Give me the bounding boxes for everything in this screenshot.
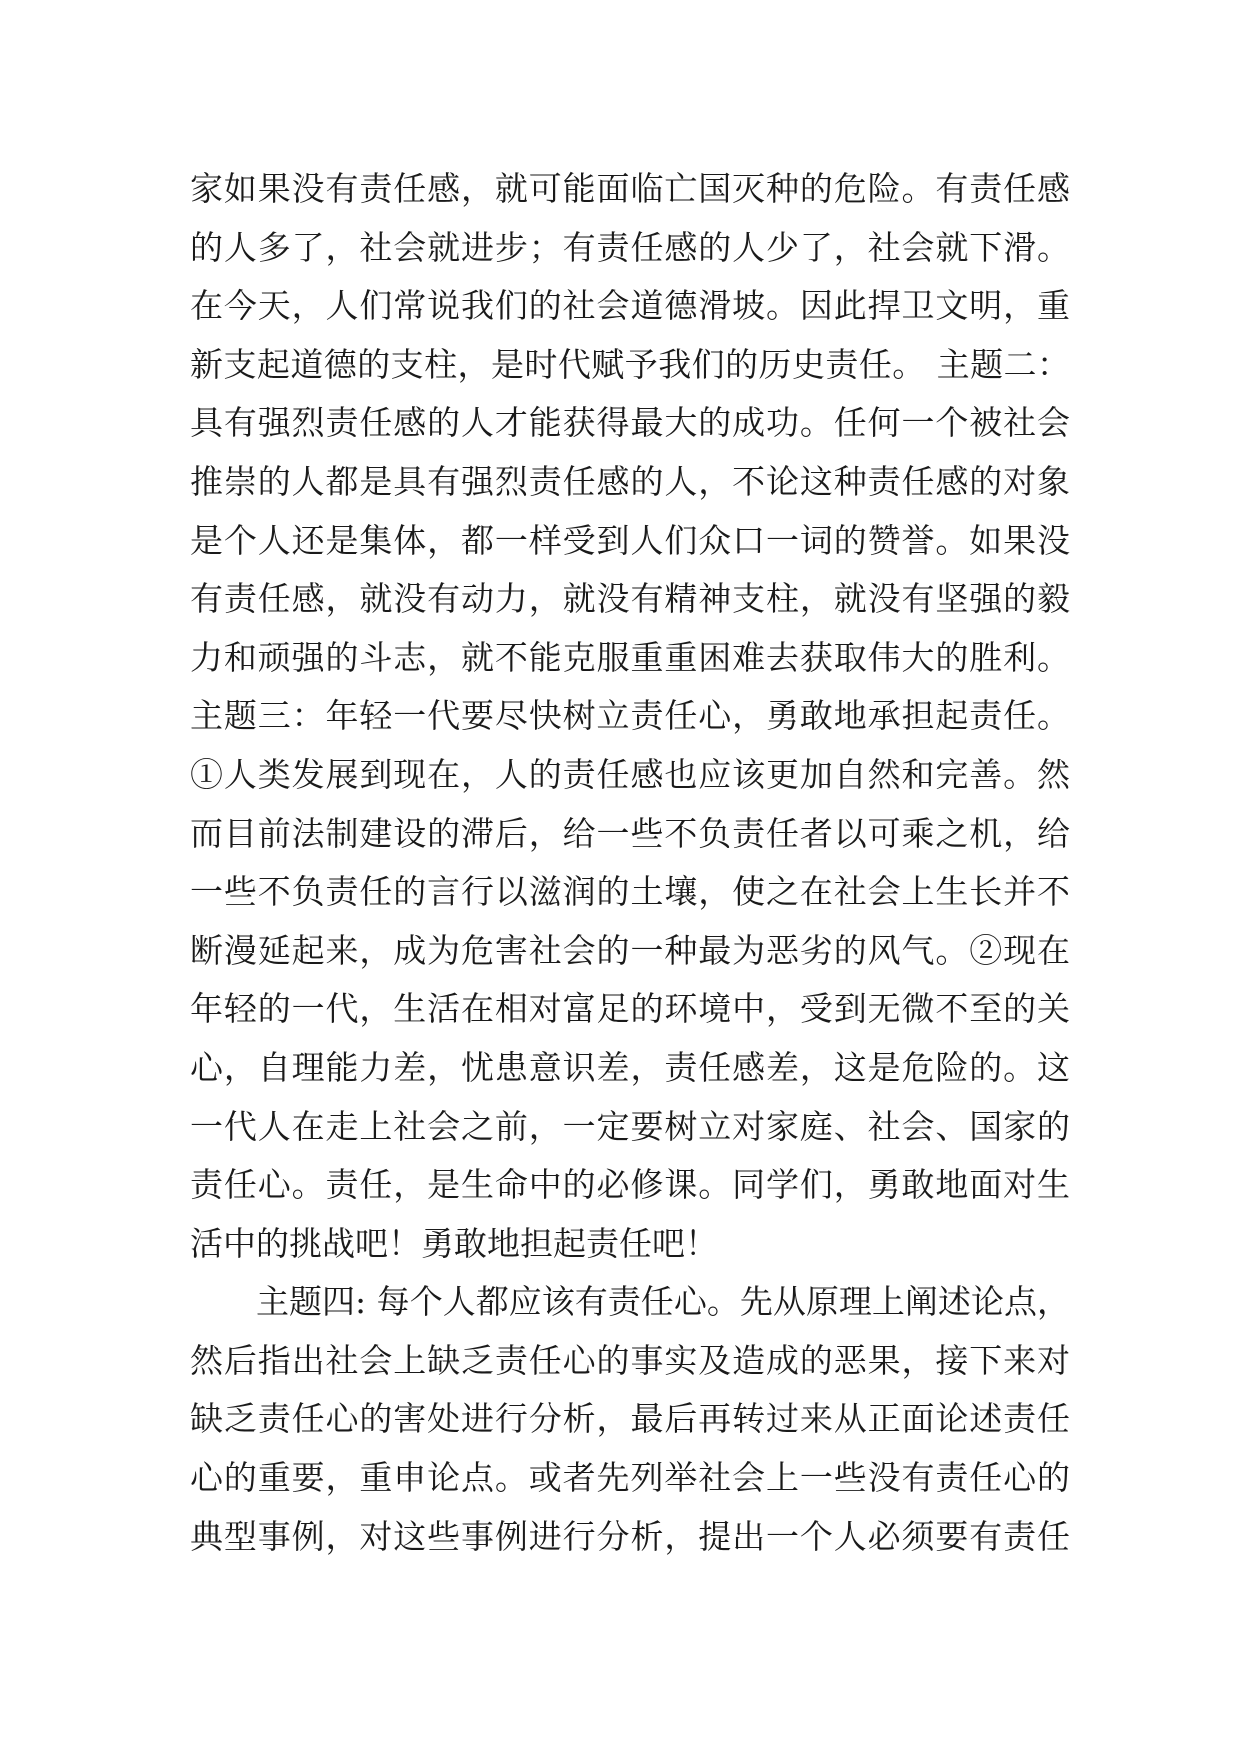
text-line: 在今天，人们常说我们的社会道德滑坡。因此捍卫文明，重 xyxy=(190,286,1070,326)
text-line: ①人类发展到现在，人的责任感也应该更加自然和完善。然 xyxy=(190,754,1070,794)
text-line: 是个人还是集体，都一样受到人们众口一词的赞誉。如果没 xyxy=(190,520,1070,560)
text-line: 主题四: 每个人都应该有责任心。先从原理上阐述论点， xyxy=(256,1282,1070,1322)
text-line: 家如果没有责任感，就可能面临亡国灭种的危险。有责任感 xyxy=(190,169,1070,208)
text-line: 心，自理能力差，忧患意识差，责任感差，这是危险的。这 xyxy=(190,1047,1070,1087)
text-line: 的人多了，社会就进步；有责任感的人少了，社会就下滑。 xyxy=(190,227,1070,267)
text-line: 活中的挑战吧！勇敢地担起责任吧！ xyxy=(190,1223,718,1263)
text-line: 断漫延起来，成为危害社会的一种最为恶劣的风气。②现在 xyxy=(190,930,1070,970)
text-line: 一些不负责任的言行以滋润的土壤，使之在社会上生长并不 xyxy=(190,872,1070,912)
text-line: 有责任感，就没有动力，就没有精神支柱，就没有坚强的毅 xyxy=(190,579,1070,619)
text-line: 力和顽强的斗志，就不能克服重重困难去获取伟大的胜利。 xyxy=(190,637,1070,677)
text-line: 具有强烈责任感的人才能获得最大的成功。任何一个被社会 xyxy=(190,403,1070,443)
text-line: 年轻的一代，生活在相对富足的环境中，受到无微不至的关 xyxy=(190,989,1070,1029)
text-line: 责任心。责任，是生命中的必修课。同学们，勇敢地面对生 xyxy=(190,1165,1070,1205)
text-line: 典型事例，对这些事例进行分析，提出一个人必须要有责任 xyxy=(190,1516,1070,1556)
text-line: 然后指出社会上缺乏责任心的事实及造成的恶果，接下来对 xyxy=(190,1340,1070,1380)
text-line: 一代人在走上社会之前，一定要树立对家庭、社会、国家的 xyxy=(190,1106,1070,1146)
text-line: 缺乏责任心的害处进行分析，最后再转过来从正面论述责任 xyxy=(190,1399,1070,1439)
text-line: 心的重要，重申论点。或者先列举社会上一些没有责任心的 xyxy=(190,1458,1070,1498)
body-text xyxy=(190,160,1070,1566)
text-line: 新支起道德的支柱，是时代赋予我们的历史责任。 主题二： xyxy=(190,344,1070,384)
text-line: 主题三：年轻一代要尽快树立责任心，勇敢地承担起责任。 xyxy=(190,696,1070,736)
text-line: 推崇的人都是具有强烈责任感的人，不论这种责任感的对象 xyxy=(190,461,1070,501)
text-line: 而目前法制建设的滞后，给一些不负责任者以可乘之机，给 xyxy=(190,813,1070,853)
